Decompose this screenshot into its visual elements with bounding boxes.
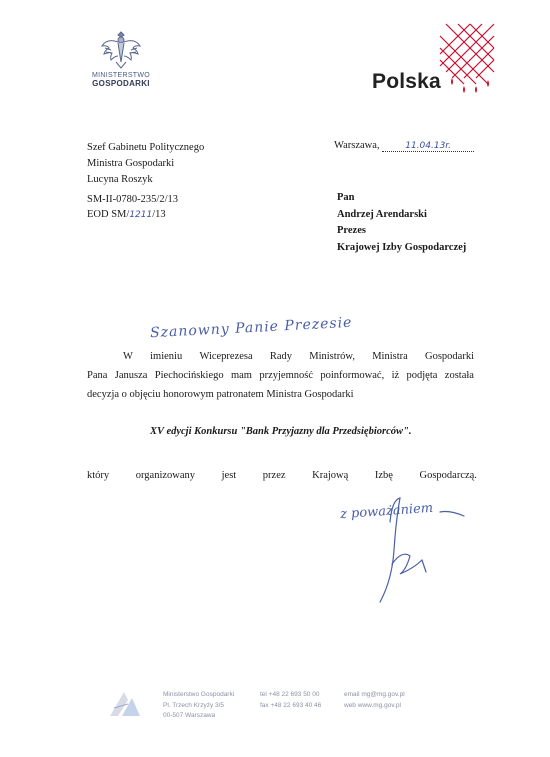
word: Rady [269, 351, 293, 362]
footer-web[interactable]: web www.mg.gov.pl [344, 701, 401, 709]
signature-text: z poważaniem [339, 500, 434, 523]
footer [108, 690, 438, 740]
contest-title: XV edycji Konkursu "Bank Przyjazny dla Przedsiębiorców". [150, 426, 412, 437]
word: poinformować, [320, 370, 385, 381]
word: Gospodarczą. [419, 470, 477, 481]
reference-number-1: SM-II-0780-235/2/13 [87, 194, 178, 205]
polska-wordmark: Polska [372, 70, 441, 93]
recipient-line1: Pan [337, 192, 355, 203]
word: Piechocińskiego [154, 370, 224, 381]
word: przyjemność [259, 370, 313, 381]
reference-suffix: /13 [152, 209, 166, 220]
signature [330, 490, 480, 610]
word: została [444, 370, 474, 381]
polish-eagle-icon [99, 28, 143, 70]
footer-org-name: Ministerstwo Gospodarki [163, 691, 235, 698]
polska-logo [372, 20, 512, 110]
word: jest [221, 470, 237, 481]
recipient-block [337, 190, 466, 256]
reference-handwritten: 1211 [129, 210, 153, 220]
recipient-line3: Prezes [337, 225, 366, 236]
word: Izbę [374, 470, 393, 481]
sender-line1: Szef Gabinetu Politycznego [87, 142, 205, 153]
word: Ministra [372, 351, 408, 362]
ministry-name-line1: MINISTERSTWO [91, 72, 151, 79]
word: iż [391, 370, 400, 381]
word: Janusza [114, 370, 148, 381]
word: mam [230, 370, 252, 381]
footer-contact [344, 690, 405, 711]
handwritten-salutation [150, 316, 380, 350]
salutation-text: Szanowny Panie Prezesie [149, 314, 353, 342]
word: organizowany [135, 470, 196, 481]
footer-fax: fax +48 22 693 40 46 [260, 701, 322, 709]
date-label: Warszawa, [334, 140, 380, 151]
polska-kite-icon [436, 20, 500, 100]
body-line2 [87, 366, 474, 385]
word: imieniu [150, 351, 183, 362]
sender-line2: Ministra Gospodarki [87, 158, 175, 169]
recipient-line4: Krajowej Izby Gospodarczej [337, 241, 467, 253]
closing-line [87, 470, 477, 481]
word: Wiceprezesa [199, 351, 253, 362]
ministry-footer-mark-icon [108, 690, 142, 718]
ministry-name-line2: GOSPODARKI [92, 79, 150, 88]
word: Krajową [312, 470, 349, 481]
word: W [123, 351, 133, 362]
word: przez [262, 470, 286, 481]
footer-phone [260, 690, 321, 711]
word: który [87, 470, 110, 481]
body-line3: decyzja o objęciu honorowym patronatem Ministra Gospodarki [87, 389, 354, 400]
recipient-line2: Andrzej Arendarski [337, 208, 427, 220]
footer-email[interactable]: email mg@mg.gov.pl [344, 691, 405, 698]
word: Gospodarki [425, 351, 474, 362]
word: podjęta [406, 370, 438, 381]
body-line1 [87, 347, 474, 366]
word: Ministrów, [309, 351, 355, 362]
footer-tel: tel +48 22 693 50 00 [260, 691, 320, 698]
ministry-logo [86, 28, 156, 88]
footer-city: 00-507 Warszawa [163, 712, 216, 719]
reference-block [87, 192, 178, 223]
footer-street: Pl. Trzech Krzyży 3/5 [163, 701, 225, 709]
footer-address [163, 690, 234, 722]
signature-scribble [330, 490, 480, 610]
date-value: 11.04.13r. [382, 141, 474, 152]
sender-block [87, 140, 204, 188]
sender-line3: Lucyna Roszyk [87, 174, 153, 185]
date-line [334, 140, 474, 152]
reference-number-2 [87, 207, 178, 223]
letter-body [87, 347, 474, 404]
reference-prefix: EOD SM/ [87, 209, 130, 220]
word: Pana [87, 370, 108, 381]
